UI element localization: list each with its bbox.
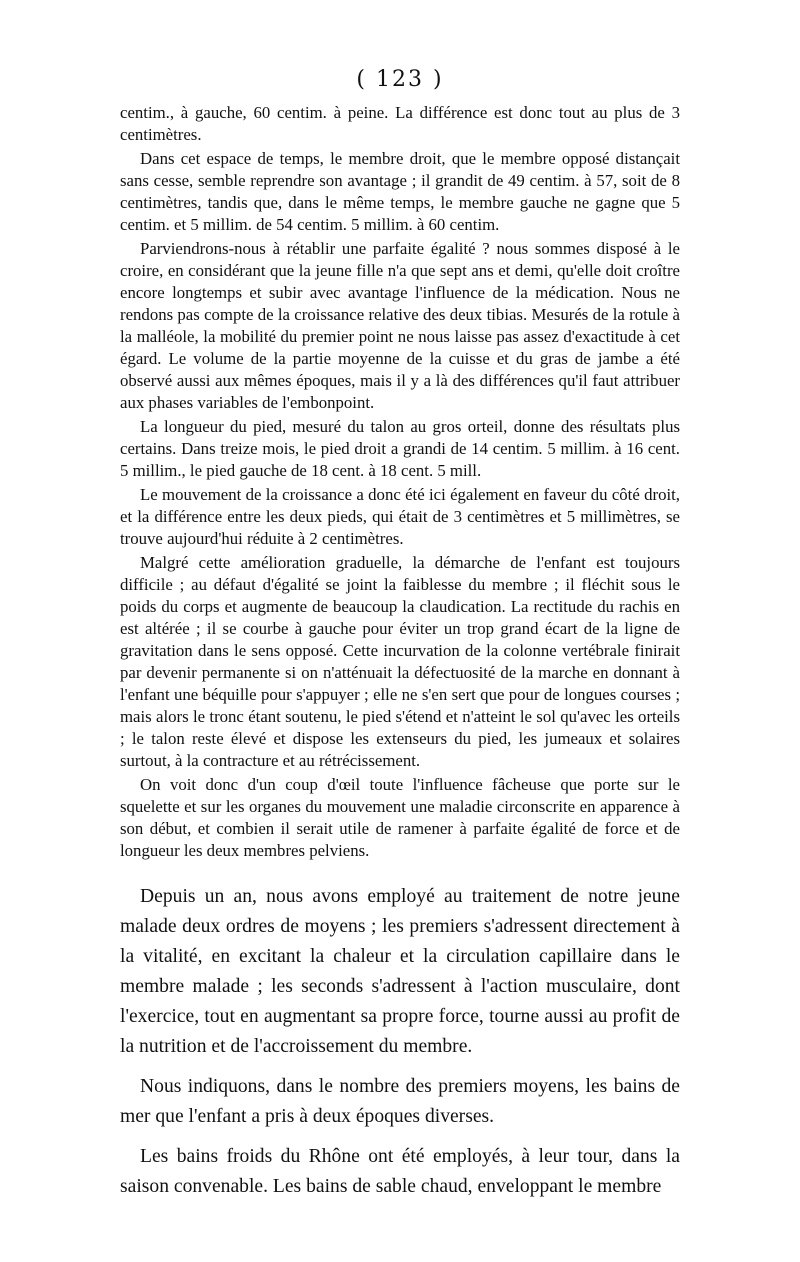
book-page — [120, 66, 680, 1212]
paragraph: Parviendrons-nous à rétablir une parfaite égalité ? nous sommes disposé à le croire, en considérant que la jeune fille n'a que sept ans et demi, qu'elle doit croître encore longtemps et subir avec avantage l'influence de la médication. Nous ne rendons pas compte de la croissance relative des deux tibias. Mesurés de la rotule à la malléole, la mobilité du premier point ne nous laisse pas assez d'exactitude à cet égard. Le volume de la partie moyenne de la cuisse et du gras de jambe a été observé aussi aux mêmes époques, mais il y a là des différences qu'il faut attribuer aux phases variables de l'embonpoint. — [120, 239, 680, 412]
paragraph: Depuis un an, nous avons employé au traitement de notre jeune malade deux ordres de moyens ; les premiers s'adressent directement à la vitalité, en excitant la chaleur et la circulation capillaire dans le membre malade ; les seconds s'adressent à l'action musculaire, dont l'exercice, tout en augmentant sa propre force, tourne aussi au profit de la nutrition et de l'accroissement du membre. — [120, 886, 680, 1057]
paragraph: Dans cet espace de temps, le membre droit, que le membre opposé distançait sans cesse, semble reprendre son avantage ; il grandit de 49 centim. à 57, soit de 8 centimètres, tandis que, dans le même temps, le membre gauche ne gagne que 5 centim. et 5 millim. de 54 centim. 5 millim. à 60 centim. — [120, 149, 680, 234]
paragraph: Malgré cette amélioration graduelle, la démarche de l'enfant est toujours difficile ; au défaut d'égalité se joint la faiblesse du membre ; il fléchit sous le poids du corps et augmente de beaucoup la claudication. La rectitude du rachis en est altérée ; il se courbe à gauche pour éviter un trop grand écart de la ligne de gravitation dans le sens opposé. Cette incurvation de la colonne vertébrale finirait par devenir permanente si on n'atténuait la défectuosité de la marche en donnant à l'enfant une béquille pour s'appuyer ; elle ne s'en sert que pour de longues courses ; mais alors le tronc étant soutenu, le pied s'étend et n'atteint le sol qu'avec les orteils ; le talon reste élevé et dispose les extenseurs du pied, les jumeaux et solaires surtout, à la contracture et au rétrécissement. — [120, 553, 680, 770]
paragraph: On voit donc d'un coup d'œil toute l'influence fâcheuse que porte sur le squelette et sur les organes du mouvement une maladie circonscrite en apparence à son début, et combien il serait utile de ramener à parfaite égalité de force et de longueur les deux membres pelviens. — [120, 775, 680, 860]
small-print-section — [120, 102, 680, 862]
paragraph: Les bains froids du Rhône ont été employés, à leur tour, dans la saison convenable. Les bains de sable chaud, enveloppant le membre — [120, 1146, 680, 1197]
large-print-section — [120, 882, 680, 1202]
page-number: ( 123 ) — [356, 67, 444, 92]
paragraph: La longueur du pied, mesuré du talon au gros orteil, donne des résultats plus certains. Dans treize mois, le pied droit a grandi de 14 centim. 5 millim. à 16 cent. 5 millim., le pied gauche de 18 cent. à 18 cent. 5 mill. — [120, 417, 680, 480]
paragraph: Nous indiquons, dans le nombre des premiers moyens, les bains de mer que l'enfant a pris à deux époques diverses. — [120, 1076, 680, 1127]
paragraph: Le mouvement de la croissance a donc été ici également en faveur du côté droit, et la différence entre les deux pieds, qui était de 3 centimètres et 5 millimètres, se trouve aujourd'hui réduite à 2 centimètres. — [120, 485, 680, 548]
paragraph: centim., à gauche, 60 centim. à peine. La différence est donc tout au plus de 3 centimètres. — [120, 103, 680, 144]
